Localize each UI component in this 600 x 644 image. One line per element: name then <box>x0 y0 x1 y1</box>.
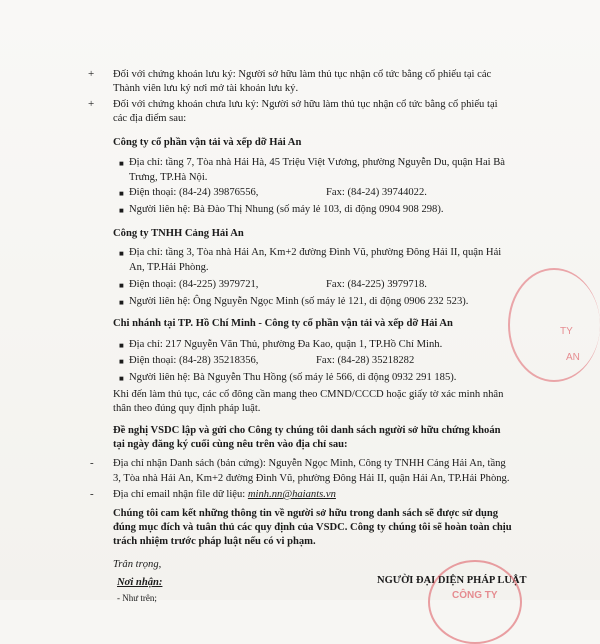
company-heading: Công ty TNHH Cảng Hải An <box>113 228 244 239</box>
email-label: Địa chỉ email nhận file dữ liệu: <box>113 489 248 500</box>
address-line: An, TP.Hải Phòng. <box>129 262 209 273</box>
phone-line: Điện thoại: (84-24) 39876556, <box>129 187 259 198</box>
address-line: Trưng, TP.Hà Nội. <box>129 172 208 183</box>
contact-line: Người liên hệ: Ông Nguyễn Ngọc Minh (số máy lẻ 121, di động 0906 232 523). <box>129 296 469 307</box>
commitment-line: Chúng tôi cam kết những thông tin về người sở hữu trong danh sách sẽ được sử dụng <box>113 508 499 519</box>
contact-line: Người liên hệ: Bà Nguyễn Thu Hồng (số máy lẻ 566, di động 0932 291 185). <box>129 372 457 383</box>
text-line: các địa điểm sau: <box>113 113 187 124</box>
request-line: tại ngày đăng ký cuối cùng nêu trên vào địa chỉ sau: <box>113 439 348 450</box>
address-line: Địa chỉ: tầng 7, Tòa nhà Hải Hà, 45 Triệu Việt Vương, phường Nguyễn Du, quận Hai Bà <box>129 157 506 168</box>
plus-bullet: + <box>88 98 95 110</box>
address-line: Địa chỉ: 217 Nguyễn Văn Thủ, phường Đa Kao, quận 1, TP.Hồ Chí Minh. <box>129 339 443 350</box>
square-bullet-icon: ■ <box>119 249 124 258</box>
email-line <box>113 488 336 501</box>
fax-line: Fax: (84-28) 35218282 <box>316 355 415 366</box>
square-bullet-icon: ■ <box>119 159 124 168</box>
address-line: Địa chỉ: tầng 3, Tòa nhà Hải An, Km+2 đường Đình Vũ, phường Đông Hải II, quận Hải <box>129 247 502 258</box>
dash-bullet: - <box>90 457 94 469</box>
text-line: Thành viên lưu ký nơi mở tài khoản lưu ký. <box>113 83 299 94</box>
company-stamp <box>508 268 600 382</box>
stamp-text: CÔNG TY <box>452 590 498 601</box>
closing-greeting: Trân trọng, <box>113 559 162 570</box>
phone-line: Điện thoại: (84-225) 3979721, <box>129 279 259 290</box>
text-line: Đối với chứng khoán chưa lưu ký: Người sở hữu làm thủ tục nhận cổ tức bằng cổ phiếu tại <box>113 99 498 110</box>
recipients-heading: Nơi nhận: <box>117 577 163 588</box>
text-line: Khi đến làm thủ tục, các cổ đông cần mang theo CMND/CCCD hoặc giấy tờ xác minh nhân <box>113 389 504 400</box>
stamp-text: TY <box>560 326 573 337</box>
recipients-item: - Như trên; <box>117 593 157 603</box>
text-line: Địa chỉ nhận Danh sách (bản cứng): Nguyễn Ngọc Minh, Công ty TNHH Cảng Hải An, tầng <box>113 458 506 469</box>
square-bullet-icon: ■ <box>119 281 124 290</box>
text-line: Đối với chứng khoán lưu ký: Người sở hữu làm thủ tục nhận cổ tức bằng cổ phiếu tại các <box>113 69 492 80</box>
commitment-line: trách nhiệm trước pháp luật nếu có vi phạm. <box>113 536 316 547</box>
square-bullet-icon: ■ <box>119 374 124 383</box>
commitment-line: đúng mục đích và tuân thủ các quy định của VSDC. Công ty chúng tôi sẽ hoàn toàn chịu <box>113 522 512 533</box>
signature-title: NGƯỜI ĐẠI DIỆN PHÁP LUẬT <box>377 575 527 586</box>
phone-line: Điện thoại: (84-28) 35218356, <box>129 355 259 366</box>
square-bullet-icon: ■ <box>119 357 124 366</box>
fax-line: Fax: (84-24) 39744022. <box>326 187 427 198</box>
company-heading: Chi nhánh tại TP. Hồ Chí Minh - Công ty cổ phần vận tải và xếp dỡ Hải An <box>113 318 453 329</box>
request-line: Đề nghị VSDC lập và gửi cho Công ty chúng tôi danh sách người sở hữu chứng khoán <box>113 425 501 436</box>
square-bullet-icon: ■ <box>119 189 124 198</box>
stamp-text: AN <box>566 352 580 363</box>
dash-bullet: - <box>90 488 94 500</box>
square-bullet-icon: ■ <box>119 298 124 307</box>
email-link[interactable]: minh.nn@haiants.vn <box>247 489 336 500</box>
company-heading: Công ty cổ phần vận tải và xếp dỡ Hải An <box>113 137 302 148</box>
contact-line: Người liên hệ: Bà Đào Thị Nhung (số máy lẻ 103, di động 0904 908 298). <box>129 204 444 215</box>
fax-line: Fax: (84-225) 3979718. <box>326 279 427 290</box>
text-line: 3, Tòa nhà Hải An, Km+2 đường Đình Vũ, phường Đông Hải II, quận Hải An, TP.Hải Phòng. <box>113 473 510 484</box>
signature-stamp <box>428 560 522 644</box>
square-bullet-icon: ■ <box>119 206 124 215</box>
square-bullet-icon: ■ <box>119 341 124 350</box>
text-line: thân theo đúng quy định pháp luật. <box>113 403 261 414</box>
plus-bullet: + <box>88 68 95 80</box>
